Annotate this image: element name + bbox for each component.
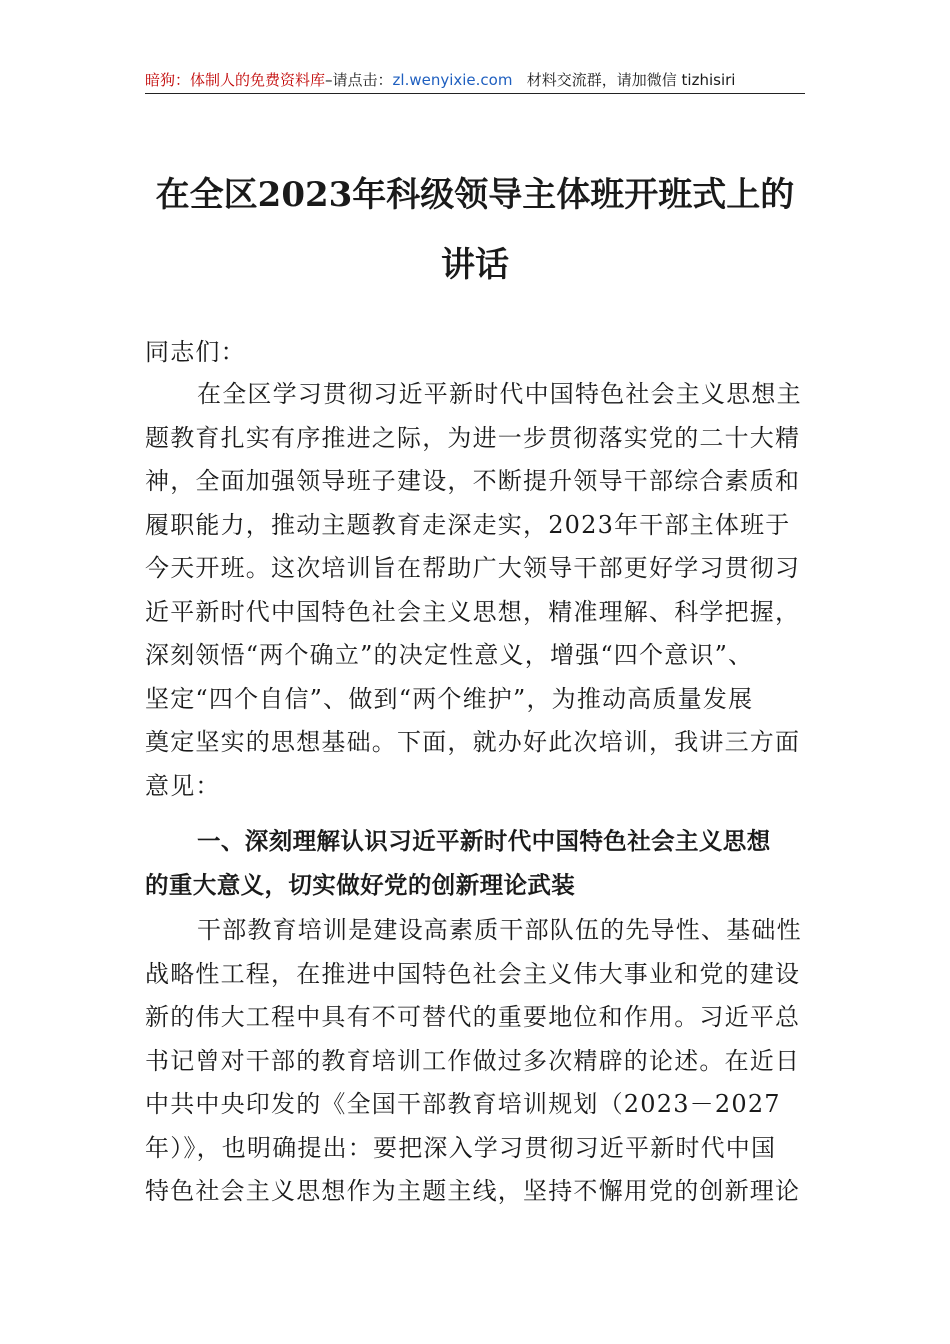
text-line: 干部教育培训是建设高素质干部队伍的先导性、基础性 (197, 916, 802, 944)
text-line: 神，全面加强领导班子建设，不断提升领导干部综合素质和 (145, 467, 801, 495)
text-line: 奠定坚实的思想基础。下面，就办好此次培训，我讲三方面 (145, 728, 801, 756)
text-line: 深刻领悟“两个确立”的决定性意义，增强“四个意识”、 (145, 641, 754, 669)
text-line: 近平新时代中国特色社会主义思想，精准理解、科学把握， (145, 597, 801, 626)
document-header (145, 70, 805, 90)
text-line: 特色社会主义思想作为主题主线，坚持不懈用党的创新理论 (145, 1177, 801, 1205)
heading-line: 的重大意义，切实做好党的创新理论武装 (145, 870, 576, 899)
paragraph-1 (145, 374, 807, 809)
title-line-2: 讲话 (441, 245, 509, 285)
text-line: 意见： (145, 771, 221, 800)
website-link[interactable]: zl.wenyixie.com (392, 71, 513, 89)
text-line: 今天开班。这次培训旨在帮助广大领导干部更好学习贯彻习 (145, 554, 801, 582)
text-line: 新的伟大工程中具有不可替代的重要地位和作用。习近平总 (145, 1003, 801, 1031)
paragraph-2 (145, 910, 807, 1215)
text-line: 坚定“四个自信”、做到“两个维护”，为推动高质量发展 (145, 684, 754, 713)
header-divider (145, 93, 805, 94)
contact-text: 材料交流群，请加微信 tizhisiri (526, 71, 736, 89)
text-line: 战略性工程，在推进中国特色社会主义伟大事业和党的建设 (145, 959, 801, 988)
document-title (145, 160, 805, 300)
section-heading-1 (145, 821, 807, 908)
heading-line: 一、深刻理解认识习近平新时代中国特色社会主义思想 (197, 827, 771, 855)
text-line: 履职能力，推动主题教育走深走实，2023年干部主体班于 (145, 510, 791, 539)
title-line-1: 在全区2023年科级领导主体班开班式上的 (155, 175, 795, 215)
text-line: 书记曾对干部的教育培训工作做过多次精辟的论述。在近日 (145, 1046, 801, 1075)
text-line: 在全区学习贯彻习近平新时代中国特色社会主义思想主 (197, 380, 802, 408)
click-prompt: –请点击： (325, 71, 393, 89)
text-line: 年）》，也明确提出：要把深入学习贯彻习近平新时代中国 (145, 1133, 777, 1162)
greeting: 同志们： (145, 338, 246, 366)
text-line: 题教育扎实有序推进之际，为进一步贯彻落实党的二十大精 (145, 423, 801, 452)
text-line: 中共中央印发的《全国干部教育培训规划（2023－2027 (145, 1090, 781, 1118)
promo-text: 暗狗：体制人的免费资料库 (145, 71, 326, 89)
